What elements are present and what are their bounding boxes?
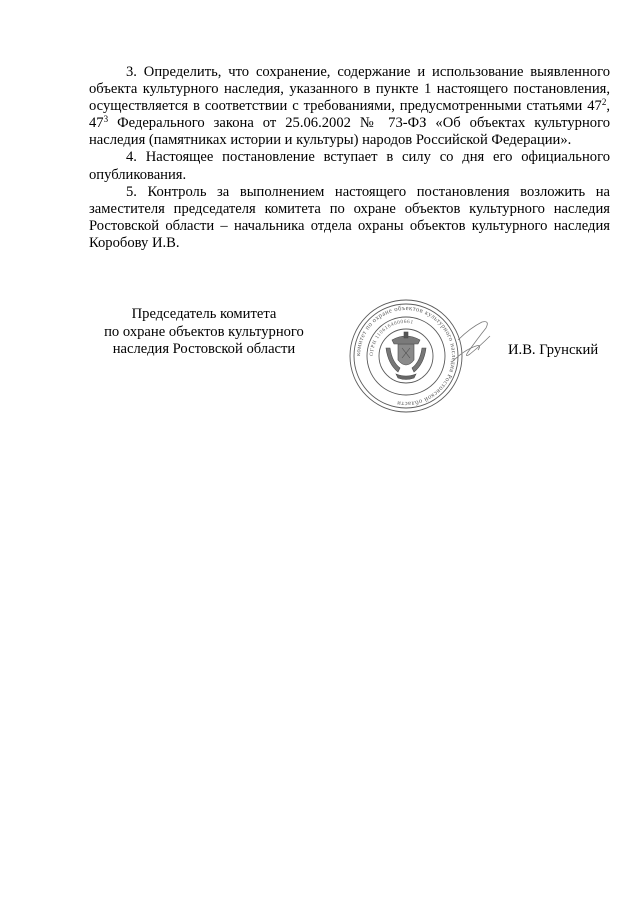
- seal-inner-text: ОГРН 1106164000661: [368, 318, 415, 357]
- paragraph-3-tail: Федерального закона от 25.06.2002 № 73-ФЗ «Об объектах культурного наследия (памятниках истории и культуры) народов Российской Федерации».: [89, 115, 610, 149]
- signatory-position-line: Председатель комитета: [131, 306, 277, 322]
- document-body: [89, 64, 610, 252]
- superscript-2: 2: [601, 97, 607, 108]
- signatory-name: И.В. Грунский: [508, 342, 599, 358]
- coat-of-arms-icon: [386, 332, 426, 380]
- paragraph-3: [89, 64, 610, 149]
- superscript-3: 3: [103, 114, 109, 125]
- paragraph-3-lead: 3. Определить, что сохранение, содержание и использование выявленного объекта культурного наследия, указанного в пункте 1 настоящего постановления, осуществляется в соответствии с требованиями, предусмотренными статьями 47: [89, 64, 610, 115]
- signatory-position-line: по охране объектов культурного: [104, 323, 304, 340]
- signatory-position-line: наследия Ростовской области: [112, 341, 296, 358]
- seal-outer-text: комитет по охране объектов культурного наследия Ростовской области: [354, 304, 458, 408]
- paragraph-3-mid: , 47: [89, 98, 610, 132]
- paragraph-5: 5. Контроль за выполнением настоящего постановления возложить на заместителя председателя комитета по охране объектов культурного наследия Ростовской области – начальника отдела охраны объектов культурного наследия Коробову И.В.: [89, 183, 610, 251]
- signatory-position: [89, 306, 319, 359]
- official-seal: [340, 292, 496, 420]
- paragraph-4: 4. Настоящее постановление вступает в силу со дня его официального опубликования.: [89, 149, 610, 183]
